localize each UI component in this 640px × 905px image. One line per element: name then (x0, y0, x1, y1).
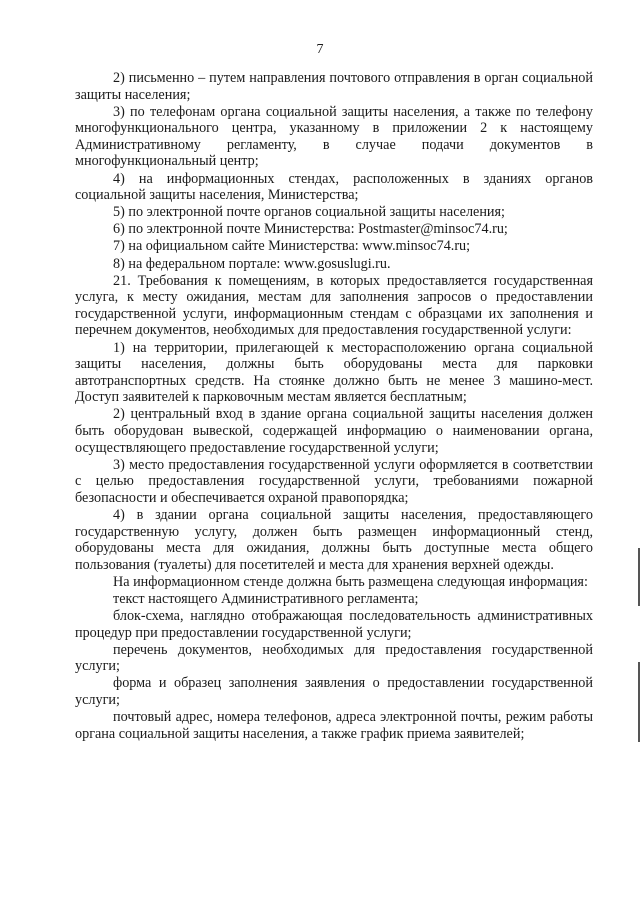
paragraph: текст настоящего Административного регламента; (113, 590, 419, 607)
paragraph: 2) центральный вход в здание органа социальной защиты населения должен быть оборудован вывеской, содержащей информацию о наименовании органа, осуществляющего предоставление государственной услуги; (75, 406, 593, 456)
paragraph: 3) по телефонам органа социальной защиты населения, а также по телефону многофункционального центра, указанному в приложении 2 к настоящему Административному регламенту, в случае подачи документов в многофункциональный центр; (75, 103, 593, 170)
document-body (75, 70, 593, 743)
paragraph: 5) по электронной почте органов социальной защиты населения; (113, 204, 505, 221)
paragraph: На информационном стенде должна быть размещена следующая информация: (113, 573, 588, 590)
paragraph: 3) место предоставления государственной услуги оформляется в соответствии с целью предоставления государственной услуги, требованиями пожарной безопасности и обеспечивается охраной правопорядка; (75, 456, 593, 506)
paragraph: блок-схема, наглядно отображающая последовательность административных процедур при предоставлении государственной услуги; (75, 608, 593, 641)
paragraph: форма и образец заполнения заявления о предоставлении государственной услуги; (75, 675, 593, 708)
paragraph: 1) на территории, прилегающей к месторасположению органа социальной защиты населения, должны быть оборудованы места для парковки автотранспортных средств. На стоянке должно быть не менее 3 машино-мест. Доступ заявителей к парковочным местам является бесплатным; (75, 339, 593, 406)
paragraph: 7) на официальном сайте Министерства: www.minsoc74.ru; (113, 238, 471, 255)
paragraph: 8) на федеральном портале: www.gosuslugi.ru. (113, 255, 391, 272)
paragraph: перечень документов, необходимых для предоставления государственной услуги; (75, 641, 593, 675)
paragraph: 6) по электронной почте Министерства: Postmaster@minsoc74.ru; (113, 221, 508, 238)
paragraph: 21. Требования к помещениям, в которых предоставляется государственная услуга, к месту ожидания, местам для заполнения запросов о предоставлении государственной услуги, информационным стендам с образцами их заполнения и перечнем документов, необходимых для предоставления государственной услуги: (75, 272, 593, 339)
paragraph: 4) в здании органа социальной защиты населения, предоставляющего государственную услугу, должен быть размещен информационный стенд, оборудованы места для ожидания, должны быть доступные места общего пользования (туалеты) для посетителей и места для хранения верхней одежды. (75, 506, 593, 573)
paragraph: почтовый адрес, номера телефонов, адреса электронной почты, режим работы органа социальной защиты населения, а также график приема заявителей; (75, 709, 593, 742)
paragraph: 2) письменно – путем направления почтового отправления в орган социальной защиты населения; (75, 70, 593, 103)
page-number: 7 (316, 42, 324, 57)
paragraph: 4) на информационных стендах, расположенных в зданиях органов социальной защиты населения, Министерства; (75, 170, 593, 204)
